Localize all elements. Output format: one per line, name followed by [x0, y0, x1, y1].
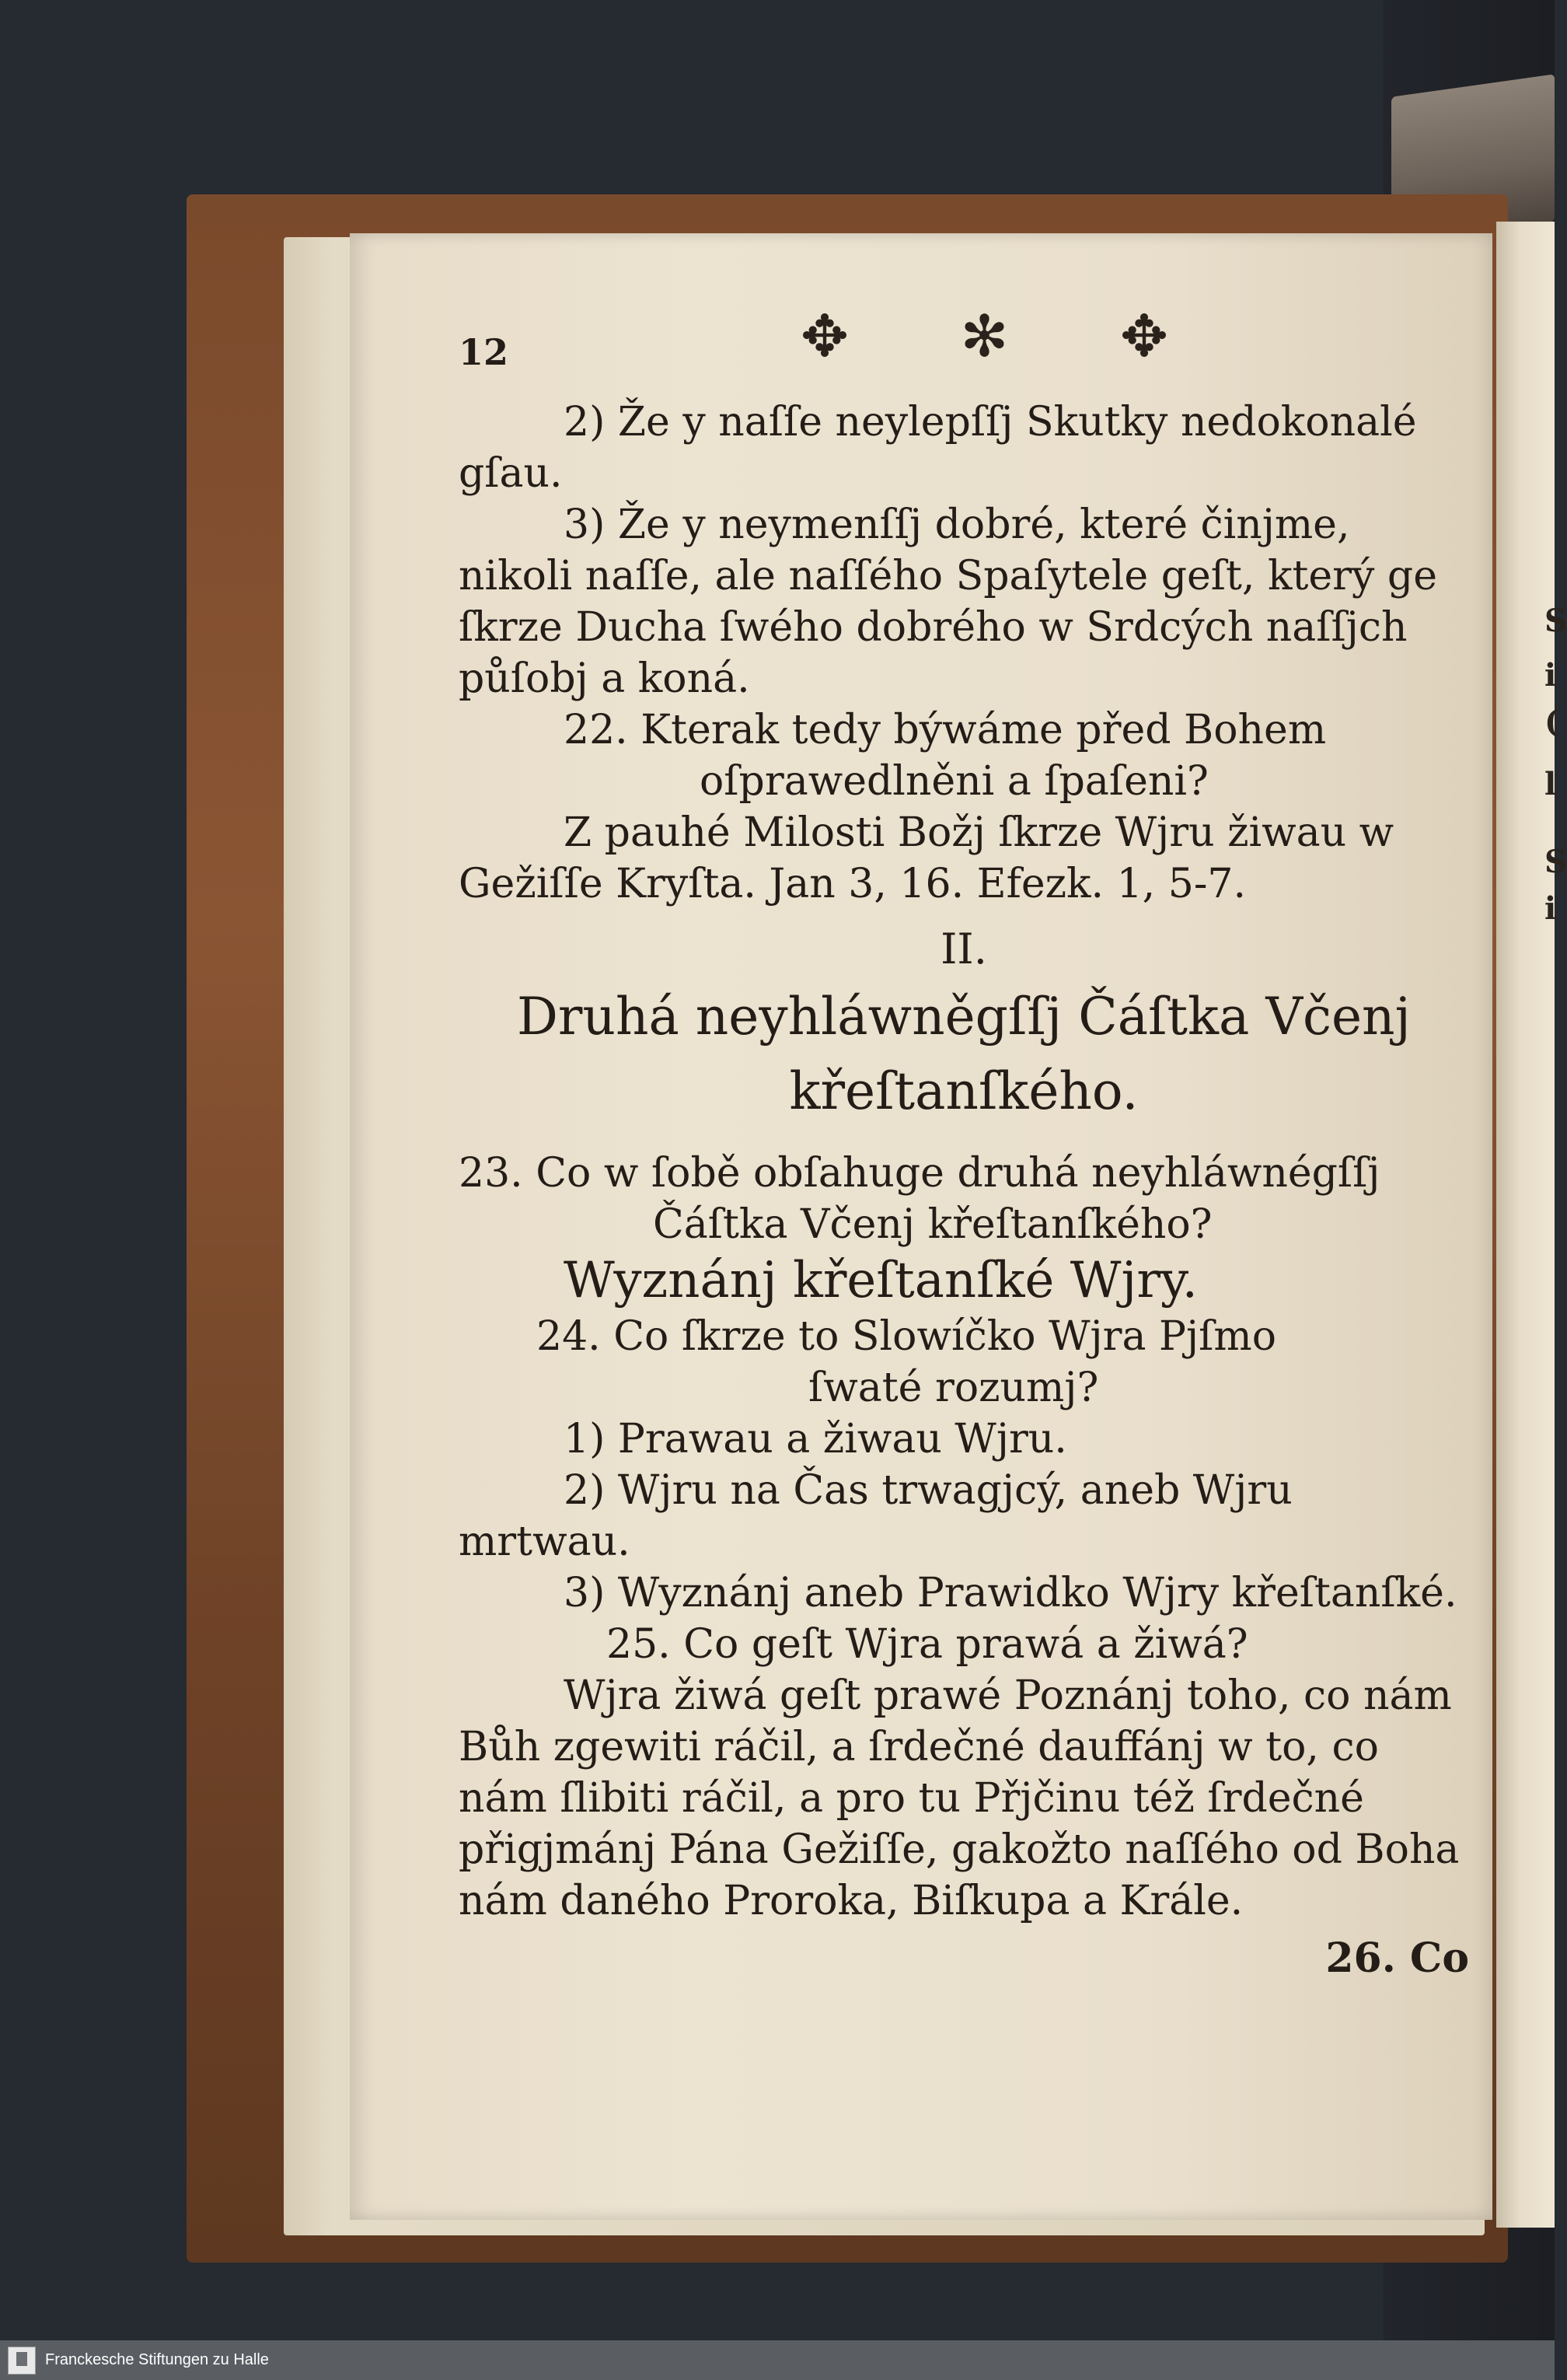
page-text — [459, 303, 1469, 1984]
right-page-fragment: i — [1544, 657, 1557, 694]
question-25 — [606, 1619, 1469, 1670]
answer-25: Wjra žiwá geſt prawé Poznánj toho, co nám Bůh zgewiti ráčil, a ſrdečné dauffánj w to, co nám ſlibiti ráčil, a pro tu Přjčinu též ſrdečné přigjmánj Pána Gežiſſe, gakožto naſſého od Boha nám daného Proroka, Biſkupa a Krále. — [459, 1672, 1460, 1924]
footer-label: Franckesche Stiftungen zu Halle — [45, 2351, 269, 2368]
question-text: Co w ſobě obſahuge druhá neyhláwnégſſj — [536, 1150, 1380, 1197]
right-page-edge — [1496, 222, 1567, 2228]
question-number: 22. — [564, 707, 628, 753]
question-23-cont: Čáſtka Včenj křeſtanſkého? — [653, 1201, 1213, 1248]
question-number: 24. — [536, 1313, 601, 1360]
page-number: 12 — [459, 331, 509, 373]
section-title — [459, 980, 1469, 1129]
question-24-cont: ſwaté rozumj? — [808, 1365, 1099, 1411]
answer-23: Wyznánj křeſtanſké Wjry. — [564, 1252, 1198, 1309]
institution-logo-icon — [8, 2347, 36, 2375]
question-22 — [564, 704, 1469, 756]
answer-item: 3) Wyznánj aneb Prawidko Wjry křeſtanſké. — [564, 1570, 1457, 1616]
question-text: Co geſt Wjra prawá a žiwá? — [683, 1621, 1248, 1668]
answer-22: Z pauhé Milosti Božj ſkrze Wjru žiwau w Gežiſſe Kryſta. Jan 3, 16. Efezk. 1, 5-7. — [459, 809, 1394, 907]
footer-bar — [0, 2340, 1555, 2380]
question-text: Co ſkrze to Slowíčko Wjra Pjſmo — [613, 1313, 1277, 1360]
answer-item: 2) Wjru na Čas trwagjcý, aneb Wjru mrtwau. — [459, 1467, 1293, 1565]
section-number: II. — [941, 924, 987, 973]
right-page-fragment: S — [1544, 844, 1567, 880]
question-23 — [459, 1148, 1469, 1199]
answer-item: 1) Prawau a žiwau Wjru. — [564, 1416, 1067, 1463]
question-24 — [536, 1311, 1469, 1362]
right-page-fragment: l — [1544, 766, 1557, 802]
question-number: 25. — [606, 1621, 671, 1668]
question-22-cont: oſprawedlněni a ſpaſeni? — [700, 758, 1209, 805]
question-number: 23. — [459, 1150, 523, 1197]
right-page-fragment: ( — [1544, 704, 1559, 740]
section-title-line: křeſtanſkého. — [789, 1061, 1139, 1121]
paragraph: 3) Že y neymenſſj dobré, které činjme, nikoli naſſe, ale naſſého Spaſytele geſt, který ge ſkrze Ducha ſwého dobrého w Srdcých naſſjch půſobj a koná. — [459, 502, 1437, 702]
right-page-fragment: S — [1544, 603, 1567, 639]
right-page-fragment: i — [1544, 890, 1557, 927]
paragraph: 2) Že y naſſe neylepſſj Skutky nedokonalé gſau. — [459, 399, 1417, 497]
question-text: Kterak tedy býwáme před Bohem — [640, 707, 1327, 753]
section-title-line: Druhá neyhláwněgſſj Čáſtka Včenj — [516, 987, 1411, 1047]
page-header — [459, 303, 1469, 397]
catchword: 26. Co — [1325, 1934, 1469, 1982]
header-ornament: ✥ ✻ ✥ — [801, 303, 1216, 370]
